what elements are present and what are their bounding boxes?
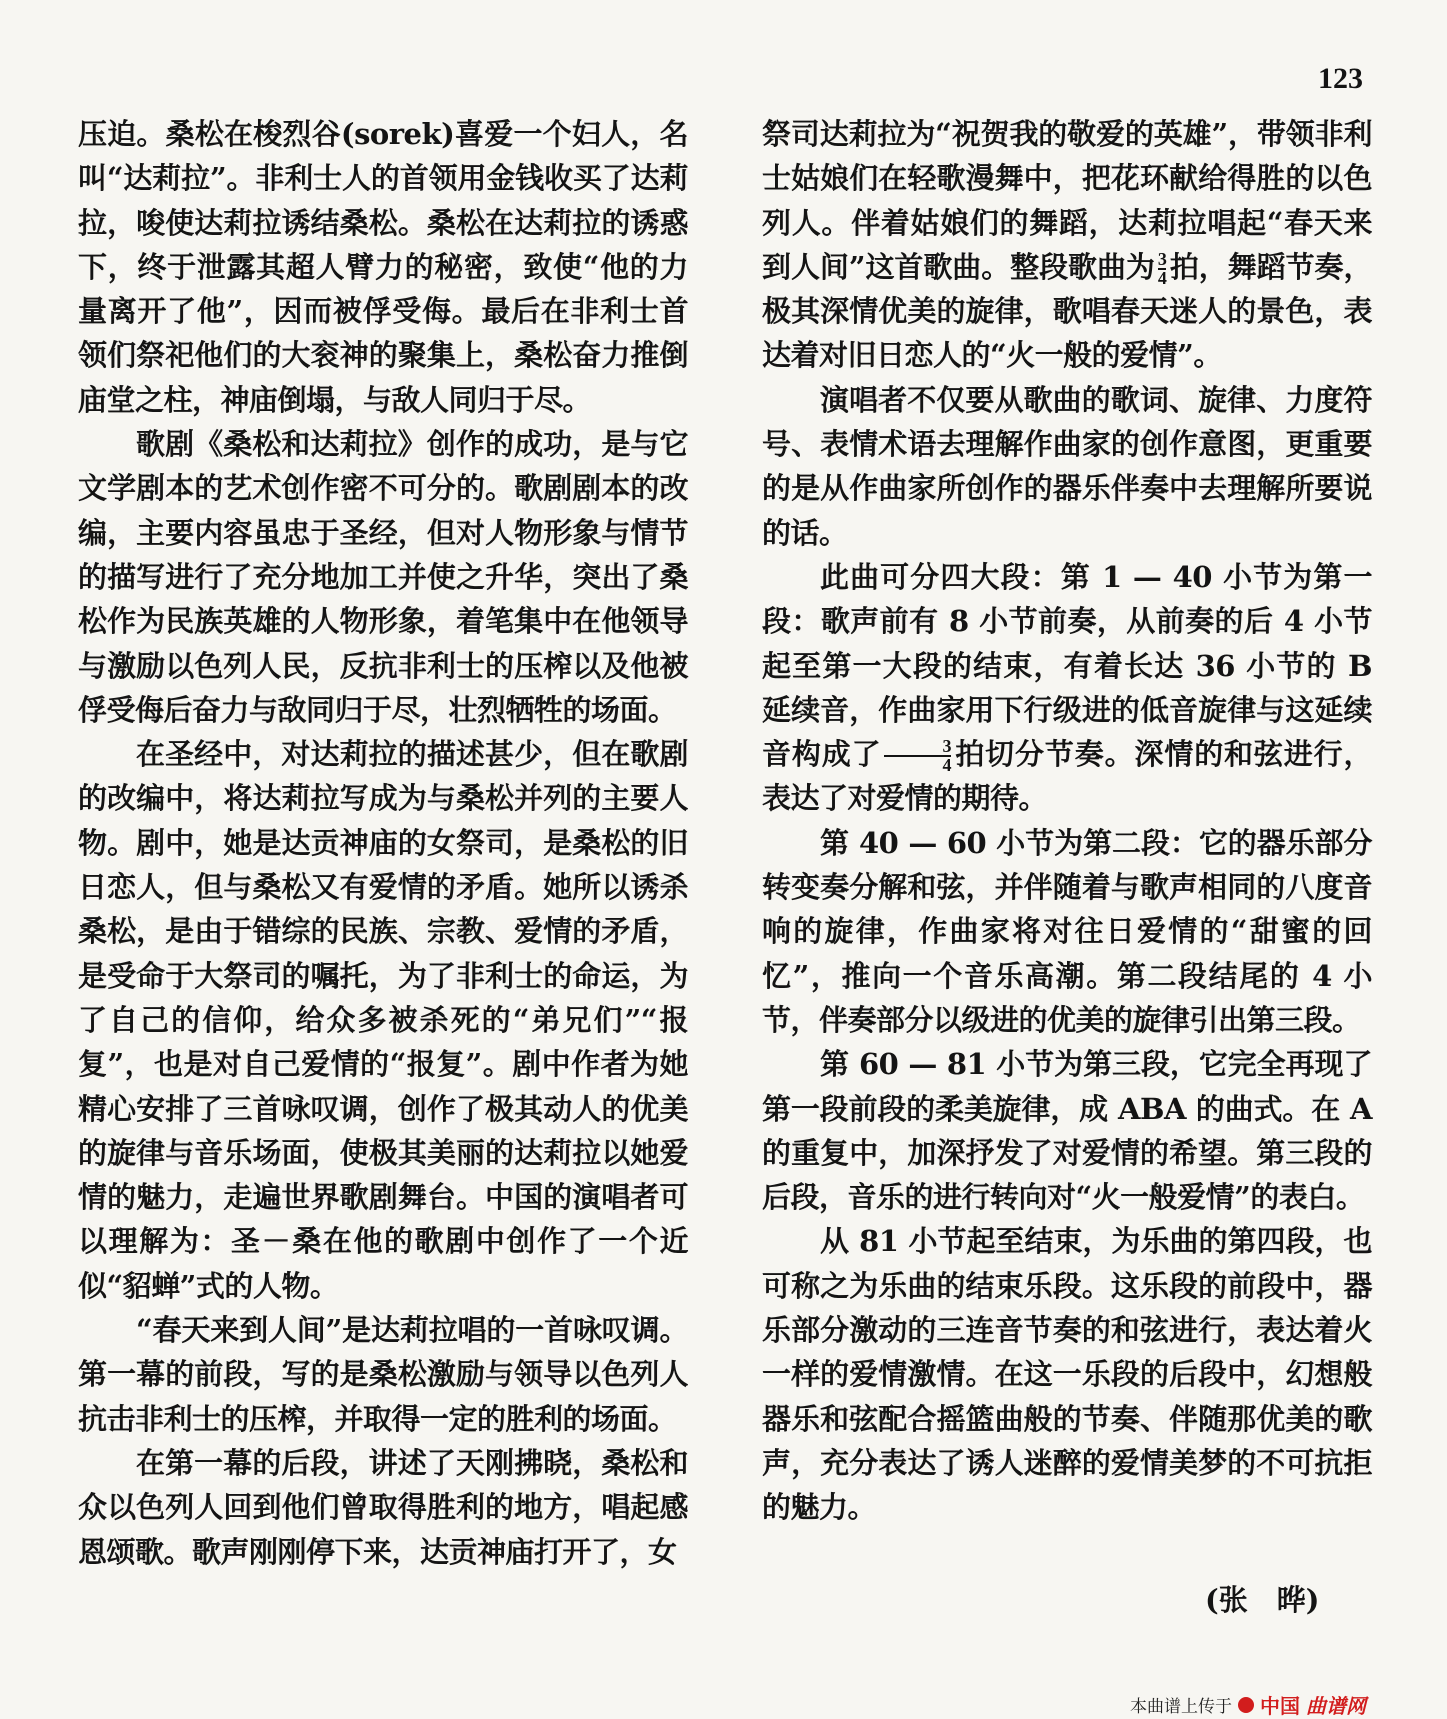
left-paragraph-1: 压迫。桑松在梭烈谷(sorek)喜爱一个妇人，名叫“达莉拉”。非利士人的首领用金钱收买了达莉拉，唆使达莉拉诱结桑松。桑松在达莉拉的诱惑下，终于泄露其超人臂力的秘密，致使“他的力量离开了他”，因而被俘受侮。最后在非利士首领们祭祀他们的大衮神的聚集上，桑松奋力推倒庙堂之柱，神庙倒塌，与敌人同归于尽。 [78, 117, 688, 417]
left-paragraph-4: “春天来到人间”是达莉拉唱的一首咏叹调。第一幕的前段，写的是桑松激励与领导以色列人抗击非利士的压榨，并取得一定的胜利的场面。 [78, 1313, 688, 1436]
fraction-numerator-2: 3 [884, 738, 951, 757]
fraction-denominator: 4 [1157, 267, 1167, 288]
footer-watermark [1130, 1690, 1366, 1719]
time-signature-fraction [1157, 248, 1167, 288]
right-paragraph-2: 演唱者不仅要从歌曲的歌词、旋律、力度符号、表情术语去理解作曲家的创作意图，更重要的是从作曲家所创作的器乐伴奏中去理解所要说的话。 [762, 382, 1372, 550]
right-paragraph-1 [762, 112, 1372, 378]
fraction-denominator-2: 4 [942, 755, 951, 776]
footer-brand-accent: 曲谱网 [1306, 1694, 1366, 1718]
right-paragraph-4: 第 40 — 60 小节为第二段：它的器乐部分转变奏分解和弦，并伴随着与歌声相同的八度音响的旋律，作曲家将对往日爱情的“甜蜜的回忆”，推向一个音乐高潮。第二段结尾的 4 小节，伴奏部分以级进的优美的旋律引出第三段。 [762, 825, 1372, 1037]
right-column [762, 112, 1372, 1530]
footer-prefix: 本曲谱上传于 [1130, 1697, 1232, 1717]
brand-logo-icon [1238, 1697, 1254, 1713]
right-paragraph-6: 从 81 小节起至结束，为乐曲的第四段，也可称之为乐曲的结束乐段。这乐段的前段中，器乐部分激动的三连音节奏的和弦进行，表达着火一样的爱情激情。在这一乐段的后段中，幻想般器乐和弦配合摇篮曲般的节奏、伴随那优美的歌声，充分表达了诱人迷醉的爱情美梦的不可抗拒的魅力。 [762, 1224, 1372, 1525]
right-paragraph-1-part-a: 祭司达莉拉为“祝贺我的敬爱的英雄”，带领非利士姑娘们在轻歌漫舞中，把花环献给得胜的以色列人。伴着姑娘们的舞蹈，达莉拉唱起“春天来到人间”这首歌曲。整段歌曲为 [762, 117, 1372, 284]
left-paragraph-3: 在圣经中，对达莉拉的描述甚少，但在歌剧的改编中，将达莉拉写成为与桑松并列的主要人物。剧中，她是达贡神庙的女祭司，是桑松的旧日恋人，但与桑松又有爱情的矛盾。她所以诱杀桑松，是由于错综的民族、宗教、爱情的矛盾，是受命于大祭司的嘱托，为了非利士的命运，为了自己的信仰，给众多被杀死的“弟兄们”“报复”，也是对自己爱情的“报复”。剧中作者为她精心安排了三首咏叹调，创作了极其动人的优美的旋律与音乐场面，使极其美丽的达莉拉以她爱情的魅力，走遍世界歌剧舞台。中国的演唱者可以理解为：圣－桑在他的歌剧中创作了一个近似“貂蝉”式的人物。 [78, 737, 688, 1303]
left-paragraph-2: 歌剧《桑松和达莉拉》创作的成功，是与它文学剧本的艺术创作密不可分的。歌剧剧本的改编，主要内容虽忠于圣经，但对人物形象与情节的描写进行了充分地加工并使之升华，突出了桑松作为民族英雄的人物形象，着笔集中在他领导与激励以色列人民，反抗非利士的压榨以及他被俘受侮后奋力与敌同归于尽，壮烈牺牲的场面。 [78, 427, 688, 727]
right-paragraph-1-part-b: 拍，舞蹈节奏，极其深情优美的旋律，歌唱春天迷人的景色，表达着对旧日恋人的“火一般的爱情”。 [762, 249, 1372, 373]
left-column [78, 112, 688, 1574]
author-signature: (张 晔) [1205, 1583, 1320, 1617]
time-signature-fraction-2 [884, 738, 951, 774]
right-paragraph-5: 第 60 — 81 小节为第三段，它完全再现了第一段前段的柔美旋律，成 ABA 的曲式。在 A 的重复中，加深抒发了对爱情的希望。第三段的后段，音乐的进行转向对“火一般爱情”的表白。 [762, 1047, 1372, 1215]
left-paragraph-5: 在第一幕的后段，讲述了天刚拂晓，桑松和众以色列人回到他们曾取得胜利的地方，唱起感恩颂歌。歌声刚刚停下来，达贡神庙打开了，女 [78, 1445, 688, 1569]
right-paragraph-3-part-a: 此曲可分四大段：第 1 — 40 小节为第一段：歌声前有 8 小节前奏，从前奏的后 4 小节起至第一大段的结束，有着长达 36 小节的 B 延续音，作曲家用下行级进的低音旋律与这延续音构成了 [762, 559, 1372, 772]
fraction-numerator: 3 [1157, 248, 1167, 269]
right-paragraph-3-part-b: 拍切分节奏。深情的和弦进行，表达了对爱情的期待。 [762, 737, 1372, 816]
right-paragraph-3 [762, 555, 1372, 821]
page-number: 123 [1318, 62, 1363, 95]
footer-brand: 中国 [1260, 1694, 1300, 1718]
